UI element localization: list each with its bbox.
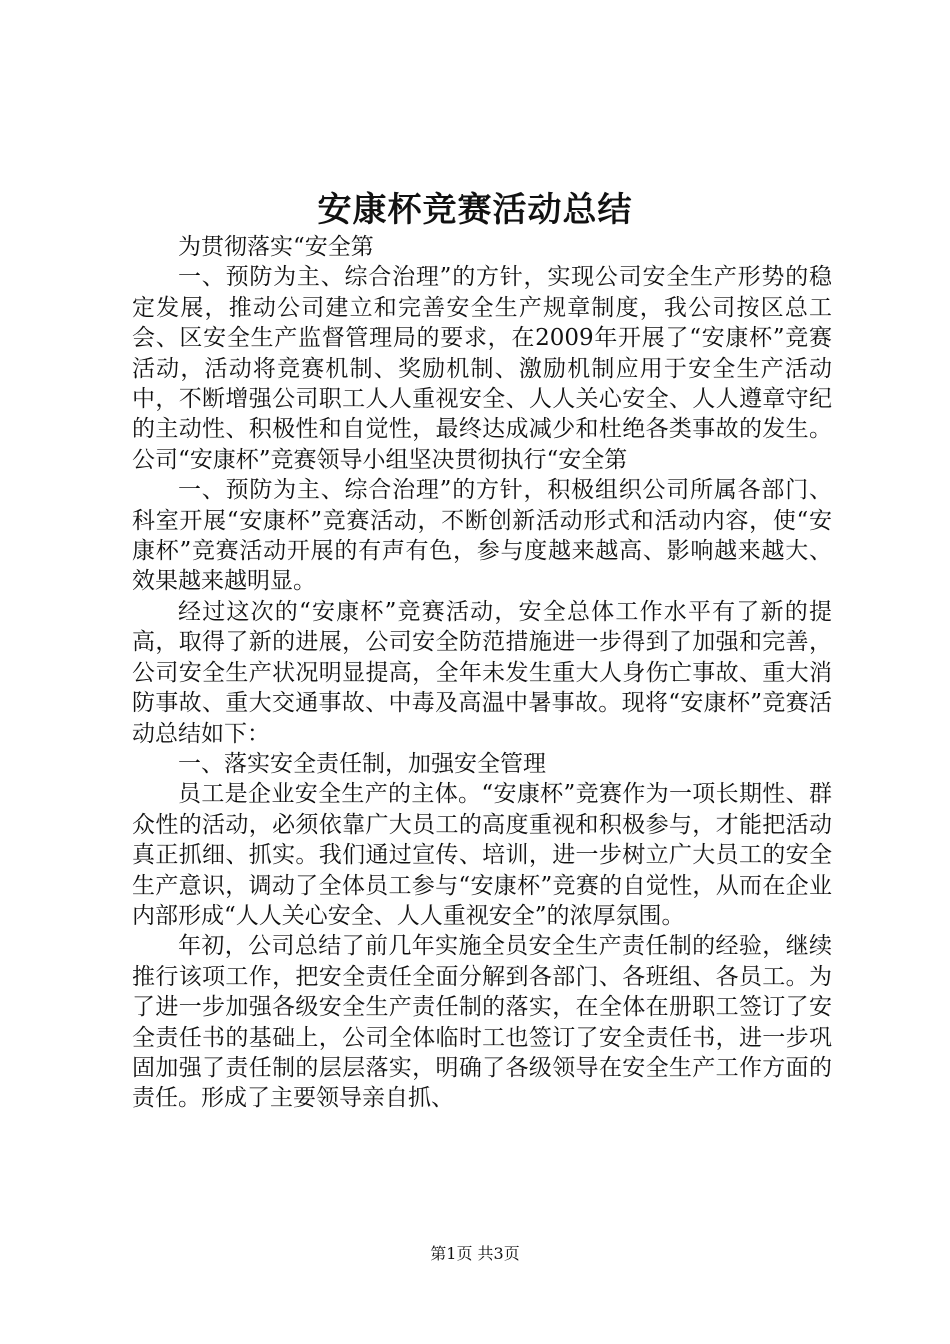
page-title: 安康杯竞赛活动总结 — [317, 190, 633, 230]
paragraph-responsibility: 年初，公司总结了前几年实施全员安全生产责任制的经验，继续推行该项工作，把安全责任全面分解到各部门、各班组、各员工。为了进一步加强各级安全生产责任制的落实，在全体在册职工签订了安全责任书的基础上，公司全体临时工也签订了安全责任书，进一步巩固加强了责任制的层层落实，明确了各级领导在安全生产工作方面的责任。形成了主要领导亲自抓、 — [132, 933, 832, 1112]
page-footer: 第1页 共3页 — [430, 1244, 520, 1263]
document-body — [132, 232, 832, 1114]
paragraph-results: 经过这次的“安康杯”竞赛活动，安全总体工作水平有了新的提高，取得了新的进展，公司安全防范措施进一步得到了加强和完善，公司安全生产状况明显提高，全年未发生重大人身伤亡事故、重大消防事故、重大交通事故、中毒及高温中暑事故。现将“安康杯”竞赛活动总结如下： — [132, 598, 832, 747]
paragraph-intro: 为贯彻落实“安全第 — [178, 234, 374, 260]
section-heading-1: 一、落实安全责任制，加强安全管理 — [178, 750, 546, 777]
paragraph-background: 一、预防为主、综合治理”的方针，实现公司安全生产形势的稳定发展，推动公司建立和完善安全生产规章制度，我公司按区总工会、区安全生产监督管理局的要求，在2009年开展了“安康杯”竞赛活动，活动将竞赛机制、奖励机制、激励机制应用于安全生产活动中，不断增强公司职工人人重视安全、人人关心安全、人人遵章守纪的主动性、积极性和自觉性，最终达成减少和杜绝各类事故的发生。公司“安康杯”竞赛领导小组坚决贯彻执行“安全第 — [132, 264, 832, 473]
paragraph-employees: 员工是企业安全生产的主体。“安康杯”竞赛作为一项长期性、群众性的活动，必须依靠广大员工的高度重视和积极参与，才能把活动真正抓细、抓实。我们通过宣传、培训，进一步树立广大员工的安全生产意识，调动了全体员工参与“安康杯”竞赛的自觉性，从而在企业内部形成“人人关心安全、人人重视安全”的浓厚氛围。 — [132, 781, 832, 929]
paragraph-organization: 一、预防为主、综合治理”的方针，积极组织公司所属各部门、科室开展“安康杯”竞赛活动，不断创新活动形式和活动内容，使“安康杯”竞赛活动开展的有声有色，参与度越来越高、影响越来越大、效果越来越明显。 — [132, 477, 832, 595]
